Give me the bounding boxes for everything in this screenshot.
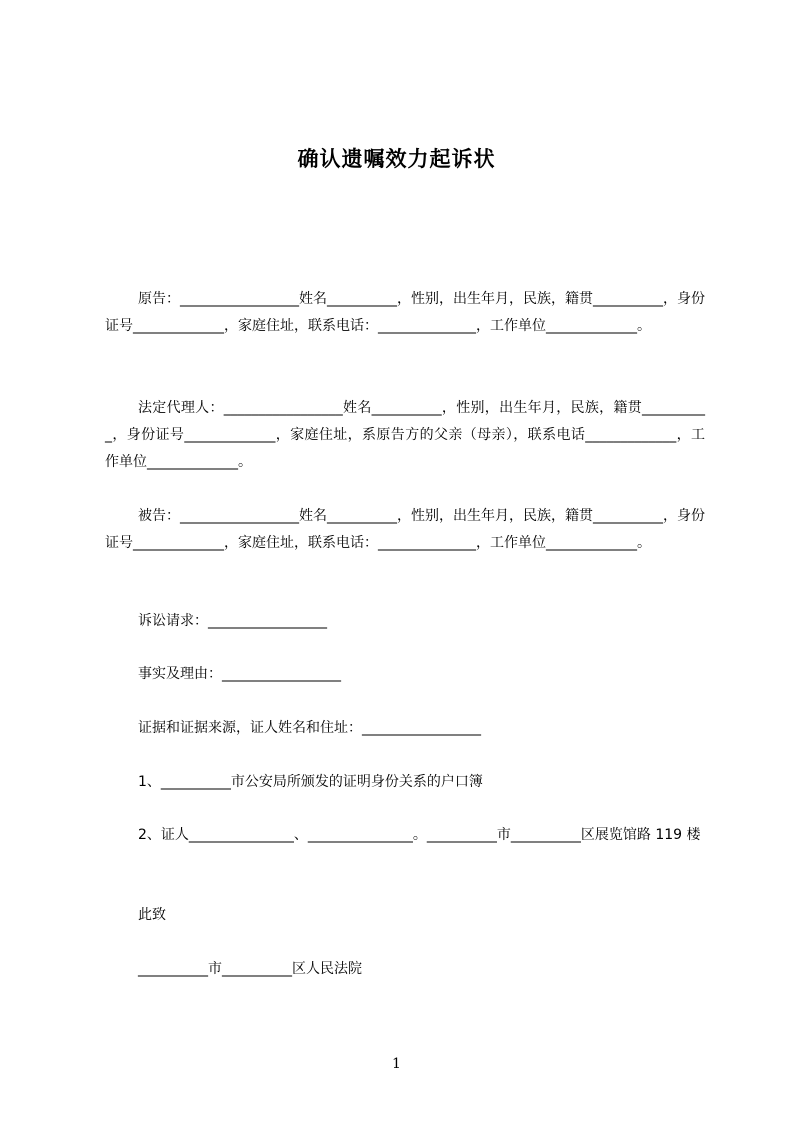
plaintiff-paragraph: 原告：_________________姓名__________，性别，出生年月，民族，籍贯__________，身份证号_____________，家庭住址，联系电话：______________，工作单位_____________。 [105, 291, 705, 334]
claims-line: 诉讼请求：_________________ [138, 613, 327, 629]
legal-agent-paragraph: 法定代理人：_________________姓名__________，性别，出生年月，民族，籍贯__________，身份证号_____________，家庭住址，系原告方的父亲（母亲），联系电话_____________，工作单位_____________。 [105, 400, 705, 470]
evidence-line: 证据和证据来源，证人姓名和住址：_________________ [138, 720, 481, 736]
closing-line: 此致 [138, 907, 166, 923]
facts-line: 事实及理由：_________________ [138, 666, 341, 682]
evidence-item-2: 2、证人_______________、_______________。__________市__________区展览馆路 119 楼 [138, 827, 701, 843]
evidence-item-1: 1、__________市公安局所颁发的证明身份关系的户口簿 [138, 774, 483, 790]
document-title: 确认遗嘱效力起诉状 [297, 147, 496, 171]
court-line: __________市__________区人民法院 [138, 961, 362, 977]
defendant-paragraph: 被告：_________________姓名__________，性别，出生年月，民族，籍贯__________，身份证号_____________，家庭住址，联系电话：______________，工作单位_____________。 [105, 508, 705, 551]
page-number: 1 [392, 1056, 401, 1072]
